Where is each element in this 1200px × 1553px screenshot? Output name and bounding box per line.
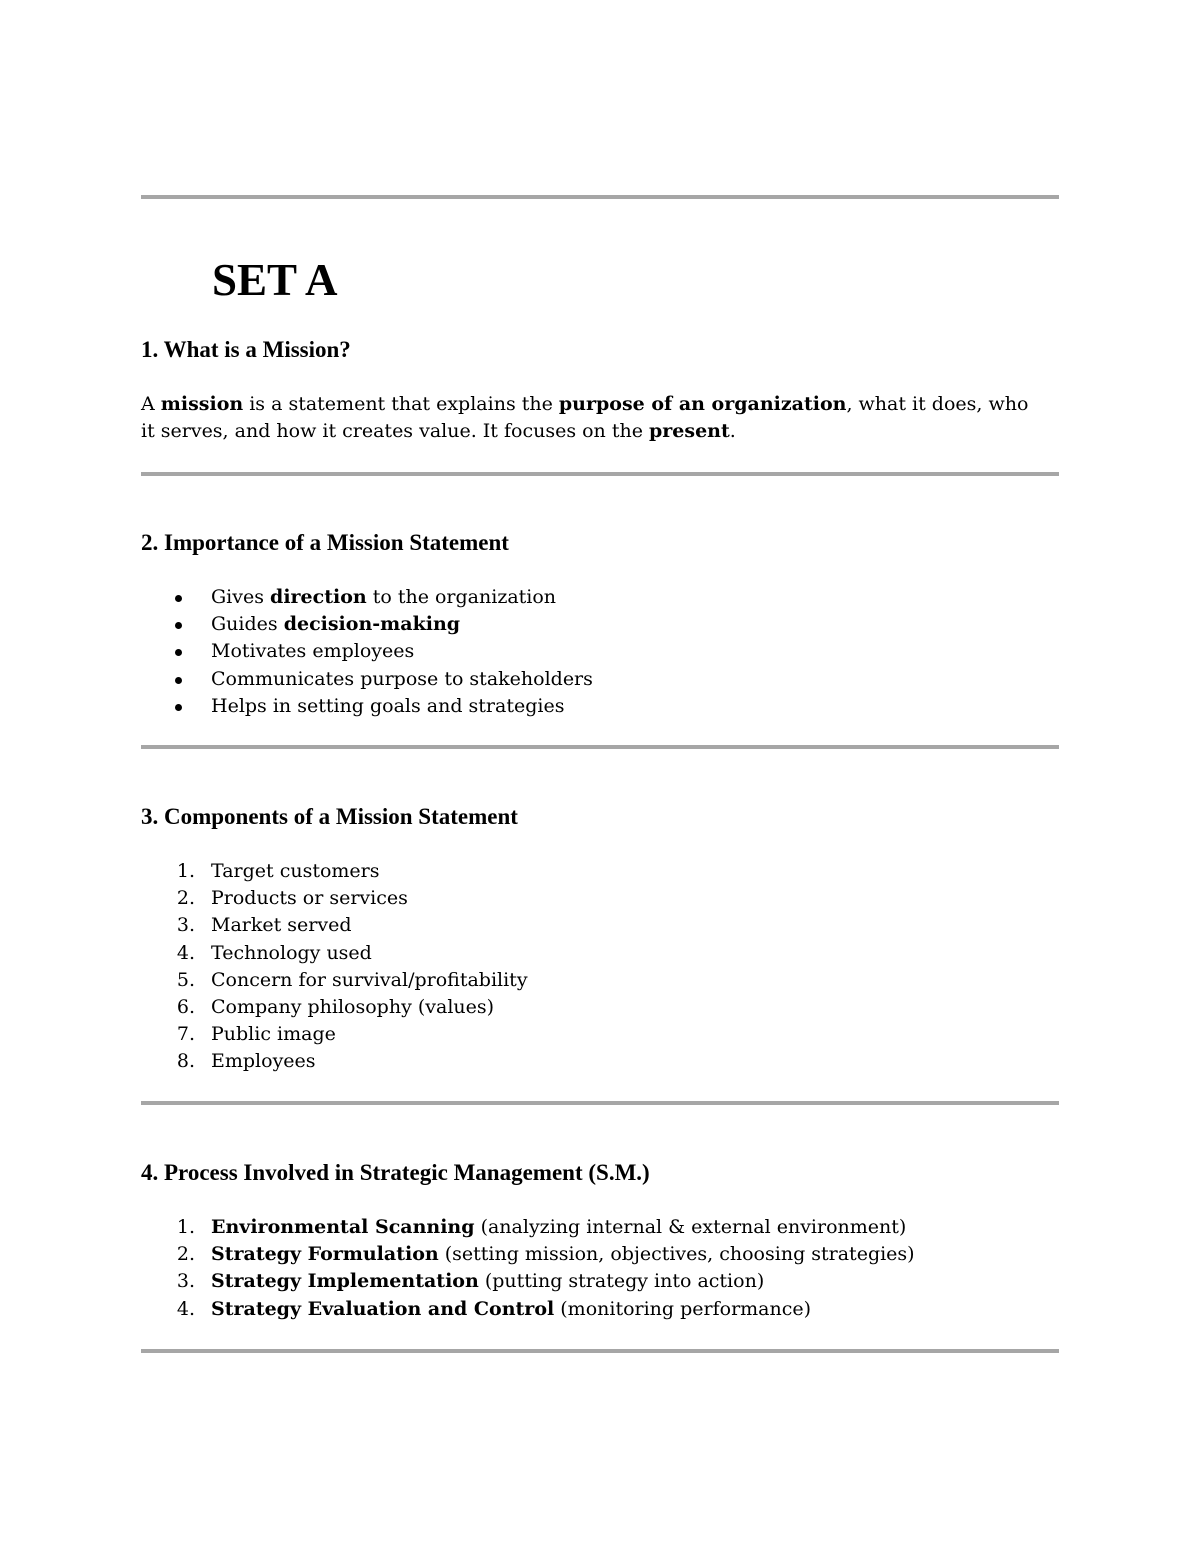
importance-bullet-list <box>141 584 593 720</box>
divider-3 <box>141 1101 1059 1105</box>
bullet-icon <box>175 649 182 656</box>
section-2-heading: 2. Importance of a Mission Statement <box>141 530 509 555</box>
document-title: SET A <box>212 255 338 305</box>
divider-2 <box>141 745 1059 749</box>
bullet-icon <box>175 677 182 684</box>
list-item: 1. Target customers <box>176 860 380 882</box>
divider-bottom <box>141 1349 1059 1353</box>
divider-top <box>141 195 1059 199</box>
list-item: 2. Products or services <box>176 887 408 910</box>
list-item: 1. Environmental Scanning (analyzing internal & external environment) <box>176 1216 907 1238</box>
list-item: Communicates purpose to stakeholders <box>141 666 593 693</box>
list-item: Helps in setting goals and strategies <box>141 693 593 720</box>
list-item: 6. Company philosophy (values) <box>176 995 495 1018</box>
components-numbered-list <box>141 858 528 1076</box>
list-item: 3. Market served <box>176 914 352 937</box>
bold-term-purpose: purpose of an organization <box>558 393 847 415</box>
bullet-icon <box>175 622 182 629</box>
section-4-heading: 4. Process Involved in Strategic Management (S.M.) <box>141 1160 650 1185</box>
list-item: 7. Public image <box>176 1023 336 1046</box>
section-1-paragraph: A mission is a statement that explains the purpose of an organization, what it does, who it serves, and how it creates value. It focuses on the present. <box>141 393 1029 442</box>
list-item: Gives direction to the organization <box>141 584 593 611</box>
list-item: Guides decision-making <box>141 611 593 638</box>
section-3-heading: 3. Components of a Mission Statement <box>141 804 518 829</box>
list-item: 3. Strategy Implementation (putting strategy into action) <box>176 1270 765 1293</box>
list-item: 4. Strategy Evaluation and Control (monitoring performance) <box>176 1297 812 1320</box>
divider-1 <box>141 472 1059 476</box>
section-1-heading: 1. What is a Mission? <box>141 337 351 362</box>
list-item: 5. Concern for survival/profitability <box>176 968 528 991</box>
process-numbered-list <box>141 1214 915 1323</box>
list-item: Motivates employees <box>141 638 593 665</box>
list-item: 4. Technology used <box>176 941 372 964</box>
list-item: 2. Strategy Formulation (setting mission, objectives, choosing strategies) <box>176 1243 915 1266</box>
bold-term-present: present <box>648 420 730 442</box>
bullet-icon <box>175 704 182 711</box>
bold-term-mission: mission <box>160 393 244 415</box>
bullet-icon <box>175 595 182 602</box>
list-item: 8. Employees <box>176 1050 316 1073</box>
